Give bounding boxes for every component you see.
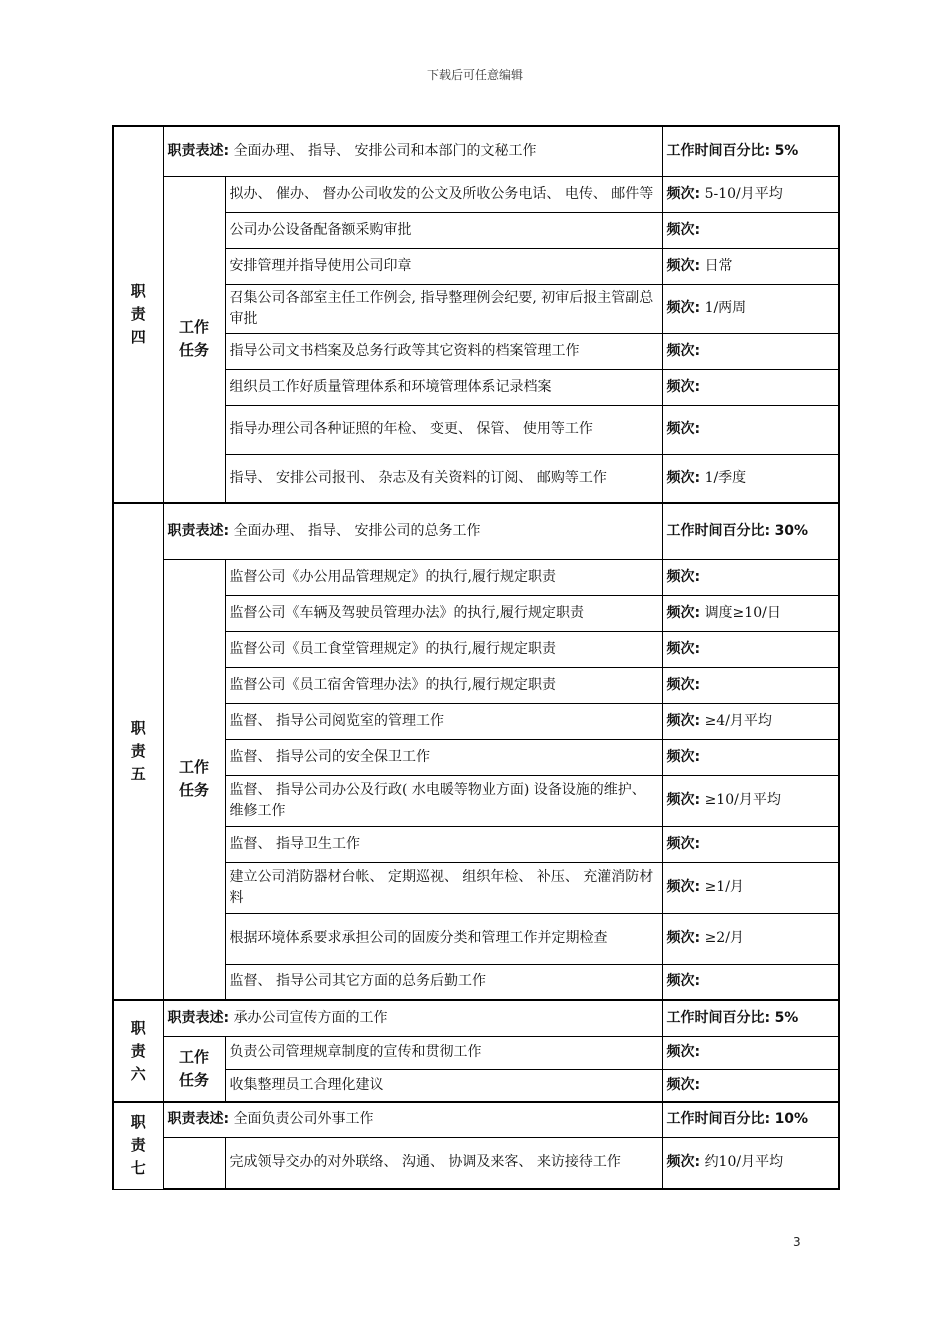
frequency-value: 调度≥10/日 <box>704 604 781 621</box>
frequency-label: 频次: <box>666 1154 701 1171</box>
task-text: 根据环境体系要求承担公司的固废分类和管理工作并定期检查 <box>225 913 662 964</box>
time-percentage-cell <box>662 126 839 176</box>
frequency-cell <box>662 454 839 503</box>
task-label: 工作任务 <box>178 318 209 360</box>
frequency-cell <box>662 1069 839 1102</box>
task-text: 监督、 指导公司办公及行政( 水电暖等物业方面) 设备设施的维护、 维修工作 <box>225 775 662 826</box>
duty-description-cell <box>163 1000 662 1036</box>
frequency-label: 频次: <box>666 185 701 202</box>
duty-description-label: 职责表述: <box>167 1009 230 1026</box>
task-label-cell <box>163 1137 225 1189</box>
frequency-cell <box>662 703 839 739</box>
task-text: 组织员工作好质量管理体系和环境管理体系记录档案 <box>225 369 662 405</box>
frequency-label: 频次: <box>666 712 701 729</box>
task-label-cell <box>163 559 225 1000</box>
duty-name: 职责四 <box>130 282 146 346</box>
frequency-value: 1/两周 <box>704 300 747 316</box>
duty-name-cell <box>113 126 163 503</box>
time-percentage-value: 10% <box>774 1111 809 1128</box>
frequency-label: 频次: <box>666 257 701 274</box>
frequency-label: 频次: <box>666 469 701 486</box>
time-percentage-label: 工作时间百分比: <box>666 142 771 159</box>
frequency-cell <box>662 176 839 212</box>
duty-description: 全面办理、 指导、 安排公司的总务工作 <box>233 522 481 539</box>
task-text: 召集公司各部室主任工作例会, 指导整理例会纪要, 初审后报主管副总审批 <box>225 284 662 333</box>
frequency-label: 频次: <box>666 640 701 657</box>
frequency-cell <box>662 333 839 369</box>
frequency-label: 频次: <box>666 300 701 316</box>
frequency-label: 频次: <box>666 930 701 946</box>
task-row <box>113 1036 839 1069</box>
frequency-cell <box>662 284 839 333</box>
task-text: 负责公司管理规章制度的宣传和贯彻工作 <box>225 1036 662 1069</box>
frequency-value: 约10/月平均 <box>704 1154 784 1171</box>
duty-description-label: 职责表述: <box>167 1111 230 1128</box>
time-percentage-label: 工作时间百分比: <box>666 1009 771 1026</box>
frequency-cell <box>662 369 839 405</box>
task-text: 安排管理并指导使用公司印章 <box>225 248 662 284</box>
time-percentage-value: 30% <box>774 522 809 539</box>
frequency-label: 频次: <box>666 792 701 808</box>
duty-description: 全面办理、 指导、 安排公司和本部门的文秘工作 <box>233 142 537 159</box>
frequency-label: 频次: <box>666 1076 701 1093</box>
task-row <box>113 176 839 212</box>
frequency-cell <box>662 826 839 862</box>
task-text: 完成领导交办的对外联络、 沟通、 协调及来客、 来访接待工作 <box>225 1137 662 1189</box>
frequency-cell <box>662 631 839 667</box>
frequency-label: 频次: <box>666 342 701 359</box>
frequency-label: 频次: <box>666 568 701 585</box>
task-label-cell <box>163 176 225 503</box>
time-percentage-cell <box>662 1102 839 1137</box>
job-duties-table <box>112 125 840 1190</box>
duty-description-cell <box>163 126 662 176</box>
frequency-cell <box>662 775 839 826</box>
time-percentage-value: 5% <box>774 1009 799 1026</box>
task-row <box>113 559 839 595</box>
frequency-value: 5-10/月平均 <box>704 185 783 202</box>
frequency-value: ≥10/月平均 <box>704 792 781 808</box>
task-text: 监督、 指导公司其它方面的总务后勤工作 <box>225 964 662 1000</box>
duty-description-row <box>113 1102 839 1137</box>
duty-description-row <box>113 126 839 176</box>
frequency-cell <box>662 212 839 248</box>
frequency-value: ≥4/月平均 <box>704 712 772 729</box>
task-text: 监督公司《办公用品管理规定》的执行,履行规定职责 <box>225 559 662 595</box>
duty-description-cell <box>163 503 662 559</box>
frequency-label: 频次: <box>666 748 701 765</box>
duty-description: 承办公司宣传方面的工作 <box>233 1009 388 1026</box>
duty-name-cell <box>113 503 163 1000</box>
time-percentage-cell <box>662 1000 839 1036</box>
task-text: 监督公司《车辆及驾驶员管理办法》的执行,履行规定职责 <box>225 595 662 631</box>
frequency-cell <box>662 595 839 631</box>
duty-description-row <box>113 1000 839 1036</box>
frequency-cell <box>662 862 839 913</box>
time-percentage-label: 工作时间百分比: <box>666 1111 771 1128</box>
frequency-cell <box>662 248 839 284</box>
duty-description-cell <box>163 1102 662 1137</box>
time-percentage-cell <box>662 503 839 559</box>
frequency-cell <box>662 405 839 454</box>
frequency-cell <box>662 964 839 1000</box>
frequency-cell <box>662 1137 839 1189</box>
task-text: 建立公司消防器材台帐、 定期巡视、 组织年检、 补压、 充灌消防材料 <box>225 862 662 913</box>
duty-name: 职责五 <box>130 719 146 783</box>
task-text: 公司办公设备配备额采购审批 <box>225 212 662 248</box>
frequency-value: 1/季度 <box>704 469 747 486</box>
task-text: 收集整理员工合理化建议 <box>225 1069 662 1102</box>
frequency-cell <box>662 913 839 964</box>
frequency-label: 频次: <box>666 1044 701 1060</box>
task-label: 工作任务 <box>178 1047 209 1089</box>
task-text: 监督、 指导公司阅览室的管理工作 <box>225 703 662 739</box>
duty-description-label: 职责表述: <box>167 142 230 159</box>
duty-name: 职责七 <box>130 1113 146 1178</box>
task-row <box>113 1137 839 1189</box>
task-text: 监督公司《员工宿舍管理办法》的执行,履行规定职责 <box>225 667 662 703</box>
frequency-label: 频次: <box>666 421 701 437</box>
header-note: 下载后可任意编辑 <box>426 68 523 82</box>
frequency-cell <box>662 559 839 595</box>
frequency-value: ≥2/月 <box>704 930 744 946</box>
task-text: 指导公司文书档案及总务行政等其它资料的档案管理工作 <box>225 333 662 369</box>
time-percentage-value: 5% <box>774 142 799 159</box>
duty-description-label: 职责表述: <box>167 522 230 539</box>
duty-description: 全面负责公司外事工作 <box>233 1111 374 1128</box>
duty-description-row <box>113 503 839 559</box>
frequency-label: 频次: <box>666 973 701 990</box>
frequency-value: 日常 <box>704 257 733 274</box>
duty-name-cell <box>113 1102 163 1189</box>
frequency-label: 频次: <box>666 604 701 621</box>
task-text: 监督、 指导公司的安全保卫工作 <box>225 739 662 775</box>
page-number: 3 <box>793 1235 801 1249</box>
time-percentage-label: 工作时间百分比: <box>666 522 771 539</box>
task-label: 工作任务 <box>178 758 209 800</box>
frequency-label: 频次: <box>666 221 701 238</box>
frequency-value: ≥1/月 <box>704 879 744 895</box>
frequency-label: 频次: <box>666 879 701 895</box>
frequency-label: 频次: <box>666 378 701 395</box>
task-text: 指导办理公司各种证照的年检、 变更、 保管、 使用等工作 <box>225 405 662 454</box>
frequency-cell <box>662 667 839 703</box>
task-text: 监督公司《员工食堂管理规定》的执行,履行规定职责 <box>225 631 662 667</box>
task-label-cell <box>163 1036 225 1102</box>
task-text: 指导、 安排公司报刊、 杂志及有关资料的订阅、 邮购等工作 <box>225 454 662 503</box>
frequency-label: 频次: <box>666 676 701 693</box>
task-text: 监督、 指导卫生工作 <box>225 826 662 862</box>
frequency-cell <box>662 739 839 775</box>
task-text: 拟办、 催办、 督办公司收发的公文及所收公务电话、 电传、 邮件等 <box>225 176 662 212</box>
duty-name-cell <box>113 1000 163 1102</box>
frequency-label: 频次: <box>666 835 701 852</box>
frequency-cell <box>662 1036 839 1069</box>
duty-name: 职责六 <box>130 1018 146 1083</box>
